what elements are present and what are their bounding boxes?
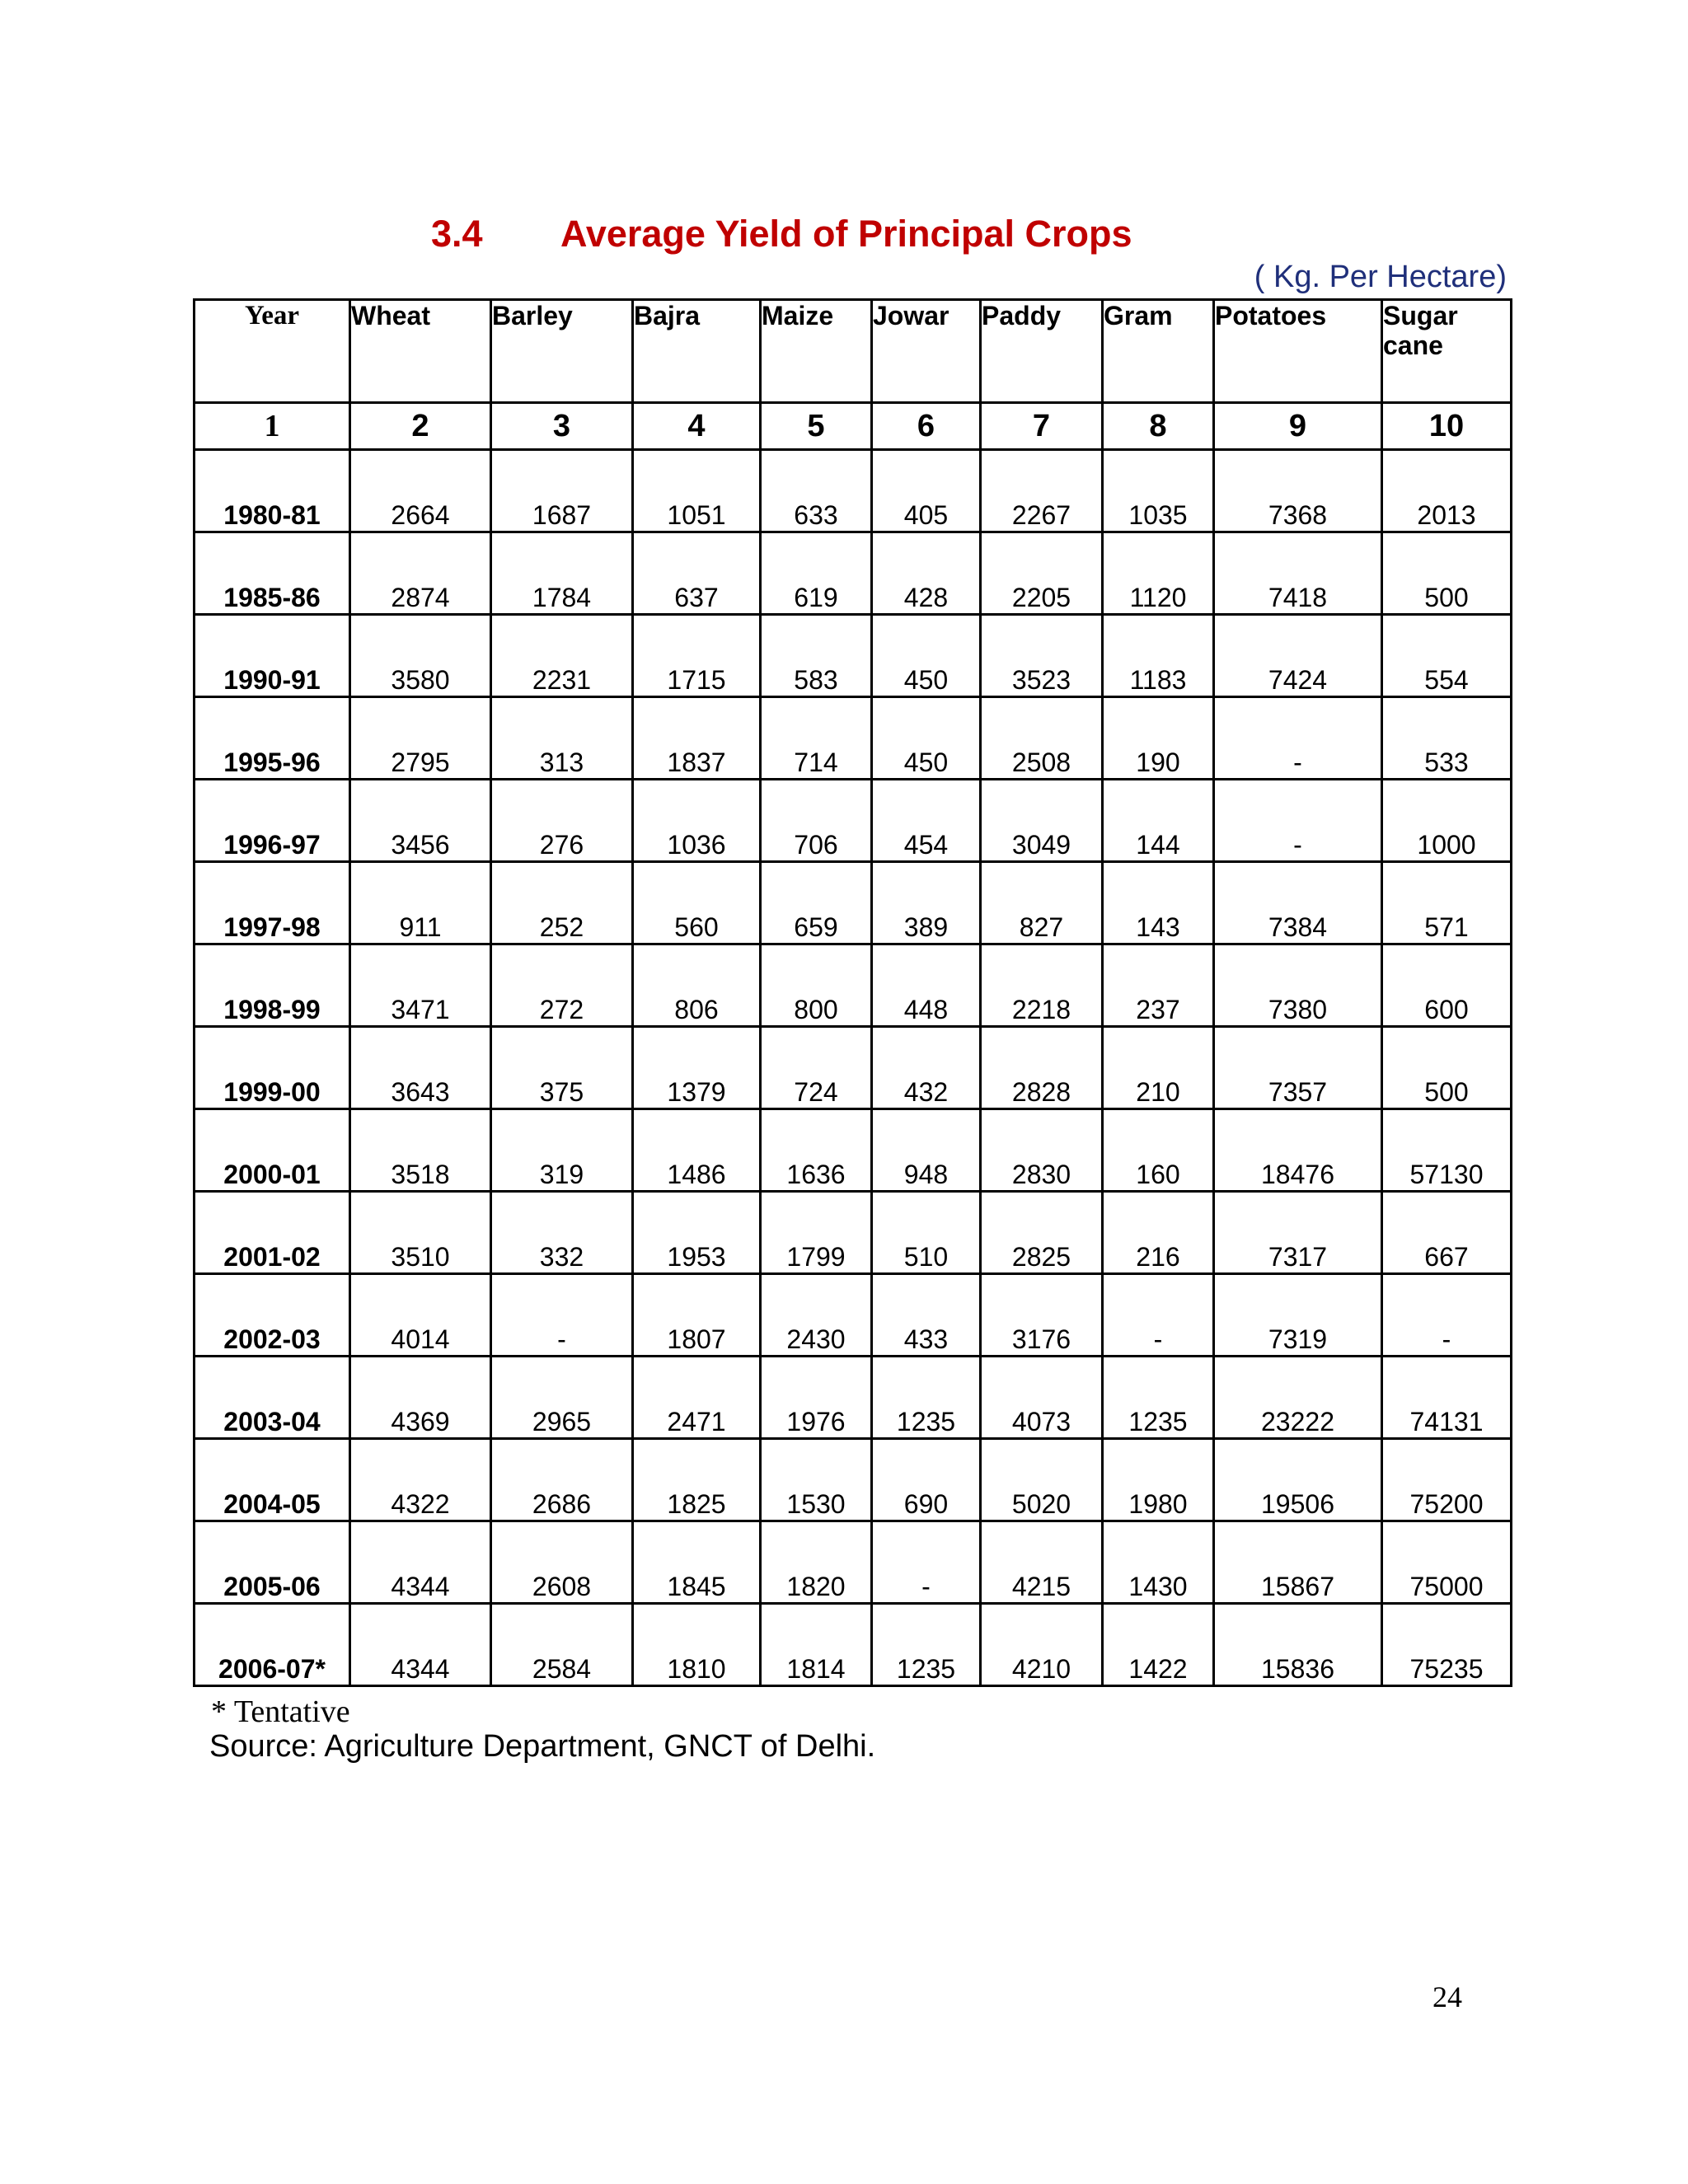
column-number: 4 [633, 403, 761, 450]
column-number-row [195, 403, 1512, 450]
table-row [195, 450, 1512, 532]
yield-cell: 948 [872, 1109, 981, 1192]
year-cell: 1998-99 [195, 944, 350, 1027]
yield-cell: 3580 [350, 615, 491, 697]
column-header: Wheat [350, 300, 491, 403]
table-row [195, 1604, 1512, 1686]
yield-cell: 7317 [1214, 1192, 1382, 1274]
year-cell: 1990-91 [195, 615, 350, 697]
table-row [195, 697, 1512, 780]
yield-cell: 714 [761, 697, 872, 780]
yield-cell: 667 [1382, 1192, 1512, 1274]
yield-cell: 1379 [633, 1027, 761, 1109]
table-row [195, 944, 1512, 1027]
yield-cell: 1000 [1382, 780, 1512, 862]
yield-cell: 3518 [350, 1109, 491, 1192]
yield-cell: 1799 [761, 1192, 872, 1274]
yield-cell: 276 [491, 780, 633, 862]
yield-cell: 7380 [1214, 944, 1382, 1027]
yield-cell: 1235 [1103, 1357, 1214, 1439]
yield-cell: 450 [872, 615, 981, 697]
yield-cell: 1814 [761, 1604, 872, 1686]
year-cell: 1999-00 [195, 1027, 350, 1109]
yield-cell: 500 [1382, 532, 1512, 615]
column-header: Paddy [981, 300, 1103, 403]
yield-cell: 619 [761, 532, 872, 615]
yield-cell: 3049 [981, 780, 1103, 862]
table-body [195, 450, 1512, 1686]
yield-cell: 7384 [1214, 862, 1382, 944]
column-header: Gram [1103, 300, 1214, 403]
yield-cell: 1687 [491, 450, 633, 532]
yield-cell: 428 [872, 532, 981, 615]
yield-cell: 2584 [491, 1604, 633, 1686]
yield-cell: 1825 [633, 1439, 761, 1521]
yield-cell: 405 [872, 450, 981, 532]
yield-cell: 4369 [350, 1357, 491, 1439]
yield-cell: 1953 [633, 1192, 761, 1274]
unit-label: ( Kg. Per Hectare) [1254, 260, 1507, 294]
yield-cell: 332 [491, 1192, 633, 1274]
yield-cell: 75200 [1382, 1439, 1512, 1521]
year-cell: 2004-05 [195, 1439, 350, 1521]
yield-cell: 160 [1103, 1109, 1214, 1192]
column-header: Maize [761, 300, 872, 403]
yield-cell: 454 [872, 780, 981, 862]
yield-cell: 2013 [1382, 450, 1512, 532]
yield-cell: 2430 [761, 1274, 872, 1357]
yield-cell: 1430 [1103, 1521, 1214, 1604]
yield-cell: 3176 [981, 1274, 1103, 1357]
column-header: Potatoes [1214, 300, 1382, 403]
year-cell: 2006-07* [195, 1604, 350, 1686]
column-header: Barley [491, 300, 633, 403]
yield-cell: 1837 [633, 697, 761, 780]
yield-cell: 313 [491, 697, 633, 780]
yield-cell: 2828 [981, 1027, 1103, 1109]
yield-cell: 144 [1103, 780, 1214, 862]
yield-cell: 2830 [981, 1109, 1103, 1192]
yield-cell: 571 [1382, 862, 1512, 944]
yield-cell: 2231 [491, 615, 633, 697]
yield-cell: 1235 [872, 1604, 981, 1686]
table-row [195, 1027, 1512, 1109]
table-row [195, 780, 1512, 862]
yield-cell: 4210 [981, 1604, 1103, 1686]
yield-cell: 75235 [1382, 1604, 1512, 1686]
table-row [195, 1109, 1512, 1192]
yield-cell: 2471 [633, 1357, 761, 1439]
yield-cell: 433 [872, 1274, 981, 1357]
yield-cell: 3523 [981, 615, 1103, 697]
yield-cell: 554 [1382, 615, 1512, 697]
yield-cell: 659 [761, 862, 872, 944]
yield-cell: 216 [1103, 1192, 1214, 1274]
year-cell: 1995-96 [195, 697, 350, 780]
yield-cell: - [1103, 1274, 1214, 1357]
yield-cell: 560 [633, 862, 761, 944]
yield-cell: 7357 [1214, 1027, 1382, 1109]
page-number: 24 [1432, 1980, 1462, 2013]
column-header: Bajra [633, 300, 761, 403]
yield-cell: 2795 [350, 697, 491, 780]
yield-cell: 190 [1103, 697, 1214, 780]
table-row [195, 862, 1512, 944]
table-title-text: Average Yield of Principal Crops [560, 213, 1132, 255]
column-number: 9 [1214, 403, 1382, 450]
yield-cell: 1845 [633, 1521, 761, 1604]
footnote: * Tentative [211, 1694, 350, 1729]
yield-cell: 2608 [491, 1521, 633, 1604]
yield-cell: 706 [761, 780, 872, 862]
yield-cell: 7319 [1214, 1274, 1382, 1357]
column-number: 10 [1382, 403, 1512, 450]
column-number: 1 [195, 403, 350, 450]
yield-cell: 633 [761, 450, 872, 532]
yield-cell: - [1214, 697, 1382, 780]
yield-cell: 2218 [981, 944, 1103, 1027]
yield-cell: 4014 [350, 1274, 491, 1357]
yield-cell: 4344 [350, 1521, 491, 1604]
column-number: 6 [872, 403, 981, 450]
yield-cell: 1036 [633, 780, 761, 862]
yield-cell: 1183 [1103, 615, 1214, 697]
yield-cell: 4344 [350, 1604, 491, 1686]
yield-cell: 252 [491, 862, 633, 944]
column-number: 7 [981, 403, 1103, 450]
yield-cell: 210 [1103, 1027, 1214, 1109]
yield-cell: 1807 [633, 1274, 761, 1357]
yield-cell: 3471 [350, 944, 491, 1027]
yield-cell: 533 [1382, 697, 1512, 780]
yield-cell: 1810 [633, 1604, 761, 1686]
column-header: Sugar cane [1382, 300, 1512, 403]
year-cell: 1980-81 [195, 450, 350, 532]
yield-cell: 1422 [1103, 1604, 1214, 1686]
yield-cell: 1486 [633, 1109, 761, 1192]
yield-cell: 1715 [633, 615, 761, 697]
yield-cell: 3456 [350, 780, 491, 862]
yield-cell: 4215 [981, 1521, 1103, 1604]
yield-cell: 500 [1382, 1027, 1512, 1109]
column-number: 2 [350, 403, 491, 450]
yield-cell: - [872, 1521, 981, 1604]
yield-cell: 2825 [981, 1192, 1103, 1274]
yield-cell: 23222 [1214, 1357, 1382, 1439]
yield-cell: 75000 [1382, 1521, 1512, 1604]
year-cell: 2000-01 [195, 1109, 350, 1192]
table-row [195, 1439, 1512, 1521]
yield-cell: 432 [872, 1027, 981, 1109]
yield-cell: 724 [761, 1027, 872, 1109]
yield-cell: 2508 [981, 697, 1103, 780]
yield-cell: - [1214, 780, 1382, 862]
yield-cell: 583 [761, 615, 872, 697]
column-number: 8 [1103, 403, 1214, 450]
yield-cell: 1820 [761, 1521, 872, 1604]
source-note: Source: Agriculture Department, GNCT of Delhi. [209, 1729, 876, 1764]
yield-cell: 389 [872, 862, 981, 944]
yield-cell: 2686 [491, 1439, 633, 1521]
column-header: Jowar [872, 300, 981, 403]
table-row [195, 1192, 1512, 1274]
yield-cell: 1530 [761, 1439, 872, 1521]
table-row [195, 615, 1512, 697]
yield-cell: 2965 [491, 1357, 633, 1439]
year-cell: 1997-98 [195, 862, 350, 944]
yield-cell: 7368 [1214, 450, 1382, 532]
yield-cell: - [491, 1274, 633, 1357]
yield-cell: 2205 [981, 532, 1103, 615]
yield-cell: 1235 [872, 1357, 981, 1439]
yield-cell: 448 [872, 944, 981, 1027]
yield-cell: 4073 [981, 1357, 1103, 1439]
yield-cell: 5020 [981, 1439, 1103, 1521]
yield-cell: 1976 [761, 1357, 872, 1439]
year-cell: 2001-02 [195, 1192, 350, 1274]
year-cell: 2002-03 [195, 1274, 350, 1357]
yield-cell: 143 [1103, 862, 1214, 944]
column-number: 3 [491, 403, 633, 450]
yield-cell: 15836 [1214, 1604, 1382, 1686]
yield-cell: 1120 [1103, 532, 1214, 615]
yield-cell: 15867 [1214, 1521, 1382, 1604]
column-header: Year [195, 300, 350, 403]
column-number: 5 [761, 403, 872, 450]
yield-cell: 510 [872, 1192, 981, 1274]
yield-cell: 7418 [1214, 532, 1382, 615]
yield-cell: 74131 [1382, 1357, 1512, 1439]
yield-cell: 3510 [350, 1192, 491, 1274]
table-row [195, 1357, 1512, 1439]
yield-cell: 375 [491, 1027, 633, 1109]
yield-cell: - [1382, 1274, 1512, 1357]
table-row [195, 1274, 1512, 1357]
yield-cell: 1980 [1103, 1439, 1214, 1521]
table-number: 3.4 [431, 213, 483, 255]
year-cell: 2003-04 [195, 1357, 350, 1439]
yield-cell: 600 [1382, 944, 1512, 1027]
yield-cell: 1636 [761, 1109, 872, 1192]
year-cell: 1985-86 [195, 532, 350, 615]
header-row [195, 300, 1512, 403]
yield-cell: 7424 [1214, 615, 1382, 697]
yield-cell: 3643 [350, 1027, 491, 1109]
yield-cell: 2664 [350, 450, 491, 532]
yield-cell: 272 [491, 944, 633, 1027]
yield-cell: 637 [633, 532, 761, 615]
yield-cell: 319 [491, 1109, 633, 1192]
yield-cell: 800 [761, 944, 872, 1027]
year-cell: 1996-97 [195, 780, 350, 862]
yield-cell: 4322 [350, 1439, 491, 1521]
yield-cell: 1784 [491, 532, 633, 615]
yield-cell: 827 [981, 862, 1103, 944]
yield-cell: 237 [1103, 944, 1214, 1027]
yield-cell: 2267 [981, 450, 1103, 532]
yield-cell: 18476 [1214, 1109, 1382, 1192]
yield-cell: 450 [872, 697, 981, 780]
yield-cell: 2874 [350, 532, 491, 615]
yield-cell: 19506 [1214, 1439, 1382, 1521]
yield-cell: 806 [633, 944, 761, 1027]
table-row [195, 1521, 1512, 1604]
yield-cell: 57130 [1382, 1109, 1512, 1192]
yield-cell: 911 [350, 862, 491, 944]
yield-table [193, 298, 1512, 1687]
yield-cell: 1035 [1103, 450, 1214, 532]
yield-cell: 1051 [633, 450, 761, 532]
yield-cell: 690 [872, 1439, 981, 1521]
table-row [195, 532, 1512, 615]
year-cell: 2005-06 [195, 1521, 350, 1604]
